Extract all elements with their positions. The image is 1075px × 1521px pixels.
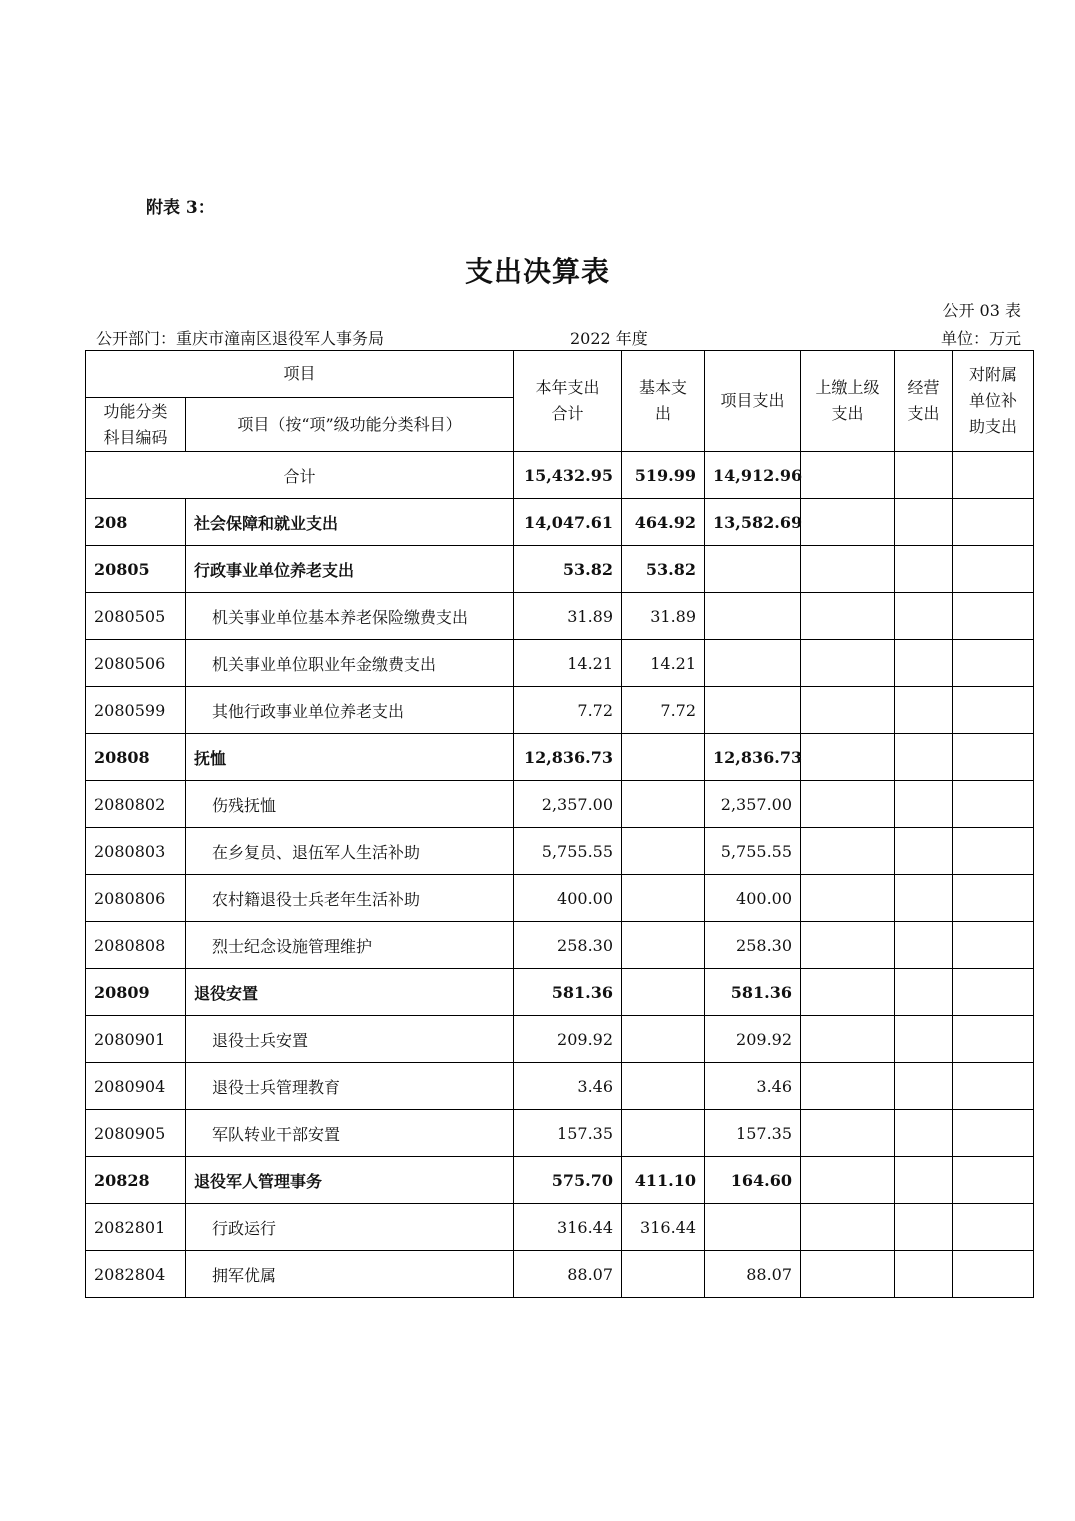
row-upper (801, 1110, 895, 1157)
row-total: 5,755.55 (514, 828, 622, 875)
page-title: 支出决算表 (464, 255, 610, 288)
row-subsidy (953, 1157, 1034, 1204)
row-total: 7.72 (514, 687, 622, 734)
row-name: 农村籍退役士兵老年生活补助 (186, 875, 514, 922)
row-total: 2,357.00 (514, 781, 622, 828)
row-project: 400.00 (705, 875, 801, 922)
row-code: 2082804 (86, 1251, 186, 1298)
row-subsidy (953, 1251, 1034, 1298)
row-project: 2,357.00 (705, 781, 801, 828)
row-basic (622, 1110, 705, 1157)
row-upper (801, 1016, 895, 1063)
total-project: 14,912.96 (705, 452, 801, 499)
row-upper (801, 781, 895, 828)
row-total: 14.21 (514, 640, 622, 687)
table-row (86, 1016, 1034, 1063)
row-project: 5,755.55 (705, 828, 801, 875)
row-name: 在乡复员、退伍军人生活补助 (186, 828, 514, 875)
row-basic: 316.44 (622, 1204, 705, 1251)
row-subsidy (953, 593, 1034, 640)
table-row (86, 1110, 1034, 1157)
row-upper (801, 499, 895, 546)
row-total: 31.89 (514, 593, 622, 640)
row-business (895, 875, 953, 922)
form-number: 公开 03 表 (942, 301, 1021, 320)
total-upper (801, 452, 895, 499)
row-business (895, 734, 953, 781)
unit-label: 单位：万元 (940, 329, 1021, 348)
row-basic: 464.92 (622, 499, 705, 546)
row-code: 2080905 (86, 1110, 186, 1157)
row-upper (801, 969, 895, 1016)
row-total: 581.36 (514, 969, 622, 1016)
row-name: 军队转业干部安置 (186, 1110, 514, 1157)
total-subsidy (953, 452, 1034, 499)
row-code: 2080506 (86, 640, 186, 687)
row-subsidy (953, 640, 1034, 687)
row-code: 20828 (86, 1157, 186, 1204)
table-row (86, 1157, 1034, 1204)
table-row (86, 969, 1034, 1016)
row-basic (622, 781, 705, 828)
row-business (895, 922, 953, 969)
row-project (705, 593, 801, 640)
row-upper (801, 640, 895, 687)
row-basic (622, 828, 705, 875)
row-basic (622, 734, 705, 781)
row-basic: 31.89 (622, 593, 705, 640)
table-row (86, 875, 1034, 922)
header-item: 项目 (86, 351, 514, 398)
total-row (86, 452, 1034, 499)
row-code: 20808 (86, 734, 186, 781)
row-name: 行政事业单位养老支出 (186, 546, 514, 593)
row-upper (801, 687, 895, 734)
table-row (86, 546, 1034, 593)
row-subsidy (953, 687, 1034, 734)
row-name: 伤残抚恤 (186, 781, 514, 828)
total-total: 15,432.95 (514, 452, 622, 499)
row-basic: 14.21 (622, 640, 705, 687)
row-business (895, 1016, 953, 1063)
row-name: 退役军人管理事务 (186, 1157, 514, 1204)
row-code: 2080599 (86, 687, 186, 734)
row-project: 258.30 (705, 922, 801, 969)
row-business (895, 1204, 953, 1251)
row-name: 烈士纪念设施管理维护 (186, 922, 514, 969)
total-basic: 519.99 (622, 452, 705, 499)
row-name: 退役士兵管理教育 (186, 1063, 514, 1110)
row-business (895, 969, 953, 1016)
row-basic (622, 1063, 705, 1110)
row-name: 抚恤 (186, 734, 514, 781)
row-subsidy (953, 1204, 1034, 1251)
row-project: 209.92 (705, 1016, 801, 1063)
row-code: 20809 (86, 969, 186, 1016)
row-name: 退役士兵安置 (186, 1016, 514, 1063)
annex-label: 附表 3： (146, 198, 215, 218)
row-subsidy (953, 1016, 1034, 1063)
row-code: 2080803 (86, 828, 186, 875)
row-total: 575.70 (514, 1157, 622, 1204)
row-total: 88.07 (514, 1251, 622, 1298)
row-project: 164.60 (705, 1157, 801, 1204)
row-total: 12,836.73 (514, 734, 622, 781)
row-project (705, 640, 801, 687)
row-subsidy (953, 1063, 1034, 1110)
row-basic (622, 969, 705, 1016)
table-row (86, 593, 1034, 640)
row-subsidy (953, 969, 1034, 1016)
row-upper (801, 546, 895, 593)
row-upper (801, 1063, 895, 1110)
row-name: 社会保障和就业支出 (186, 499, 514, 546)
row-business (895, 828, 953, 875)
total-business (895, 452, 953, 499)
table-row (86, 1251, 1034, 1298)
header-total: 本年支出合计 (514, 351, 622, 452)
row-basic (622, 922, 705, 969)
row-business (895, 593, 953, 640)
row-project: 13,582.69 (705, 499, 801, 546)
row-total: 157.35 (514, 1110, 622, 1157)
row-code: 2080802 (86, 781, 186, 828)
header-upper: 上缴上级支出 (801, 351, 895, 452)
header-name: 项目（按“项”级功能分类科目） (186, 398, 514, 452)
row-upper (801, 1157, 895, 1204)
row-upper (801, 593, 895, 640)
header-business: 经营支出 (895, 351, 953, 452)
row-project: 581.36 (705, 969, 801, 1016)
table-row (86, 640, 1034, 687)
row-project: 157.35 (705, 1110, 801, 1157)
row-project (705, 546, 801, 593)
row-business (895, 1251, 953, 1298)
row-total: 53.82 (514, 546, 622, 593)
row-basic (622, 875, 705, 922)
row-project (705, 687, 801, 734)
row-business (895, 499, 953, 546)
row-name: 拥军优属 (186, 1251, 514, 1298)
table-row (86, 1063, 1034, 1110)
row-total: 209.92 (514, 1016, 622, 1063)
table-row (86, 828, 1034, 875)
table-row (86, 499, 1034, 546)
row-upper (801, 734, 895, 781)
row-basic: 7.72 (622, 687, 705, 734)
row-business (895, 687, 953, 734)
row-project (705, 1204, 801, 1251)
header-basic: 基本支出 (622, 351, 705, 452)
row-subsidy (953, 781, 1034, 828)
row-code: 20805 (86, 546, 186, 593)
total-label: 合计 (86, 452, 514, 499)
row-business (895, 781, 953, 828)
row-basic: 53.82 (622, 546, 705, 593)
table-row (86, 922, 1034, 969)
row-business (895, 1157, 953, 1204)
row-project: 88.07 (705, 1251, 801, 1298)
row-code: 2080806 (86, 875, 186, 922)
row-code: 2080505 (86, 593, 186, 640)
row-subsidy (953, 875, 1034, 922)
department: 公开部门：重庆市潼南区退役军人事务局 (96, 329, 385, 348)
header-subsidy: 对附属单位补助支出 (953, 351, 1034, 452)
row-upper (801, 828, 895, 875)
table-row (86, 687, 1034, 734)
row-business (895, 546, 953, 593)
row-code: 208 (86, 499, 186, 546)
header-project: 项目支出 (705, 351, 801, 452)
row-project: 3.46 (705, 1063, 801, 1110)
row-subsidy (953, 922, 1034, 969)
row-code: 2082801 (86, 1204, 186, 1251)
row-upper (801, 1251, 895, 1298)
row-name: 退役安置 (186, 969, 514, 1016)
row-business (895, 1063, 953, 1110)
row-basic (622, 1016, 705, 1063)
row-code: 2080901 (86, 1016, 186, 1063)
row-name: 行政运行 (186, 1204, 514, 1251)
row-subsidy (953, 546, 1034, 593)
row-total: 316.44 (514, 1204, 622, 1251)
row-total: 14,047.61 (514, 499, 622, 546)
expenditure-table (85, 350, 1034, 1298)
row-subsidy (953, 1110, 1034, 1157)
row-total: 400.00 (514, 875, 622, 922)
table-row (86, 734, 1034, 781)
row-upper (801, 875, 895, 922)
row-name: 机关事业单位职业年金缴费支出 (186, 640, 514, 687)
row-subsidy (953, 499, 1034, 546)
row-code: 2080904 (86, 1063, 186, 1110)
row-subsidy (953, 828, 1034, 875)
table-row (86, 781, 1034, 828)
table-row (86, 1204, 1034, 1251)
row-basic (622, 1251, 705, 1298)
row-name: 其他行政事业单位养老支出 (186, 687, 514, 734)
row-business (895, 1110, 953, 1157)
row-code: 2080808 (86, 922, 186, 969)
row-upper (801, 1204, 895, 1251)
fiscal-year: 2022 年度 (570, 329, 648, 348)
meta-row (96, 326, 1021, 348)
row-subsidy (953, 734, 1034, 781)
row-business (895, 640, 953, 687)
row-total: 258.30 (514, 922, 622, 969)
row-upper (801, 922, 895, 969)
row-project: 12,836.73 (705, 734, 801, 781)
header-code: 功能分类科目编码 (86, 398, 186, 452)
row-basic: 411.10 (622, 1157, 705, 1204)
row-name: 机关事业单位基本养老保险缴费支出 (186, 593, 514, 640)
row-total: 3.46 (514, 1063, 622, 1110)
